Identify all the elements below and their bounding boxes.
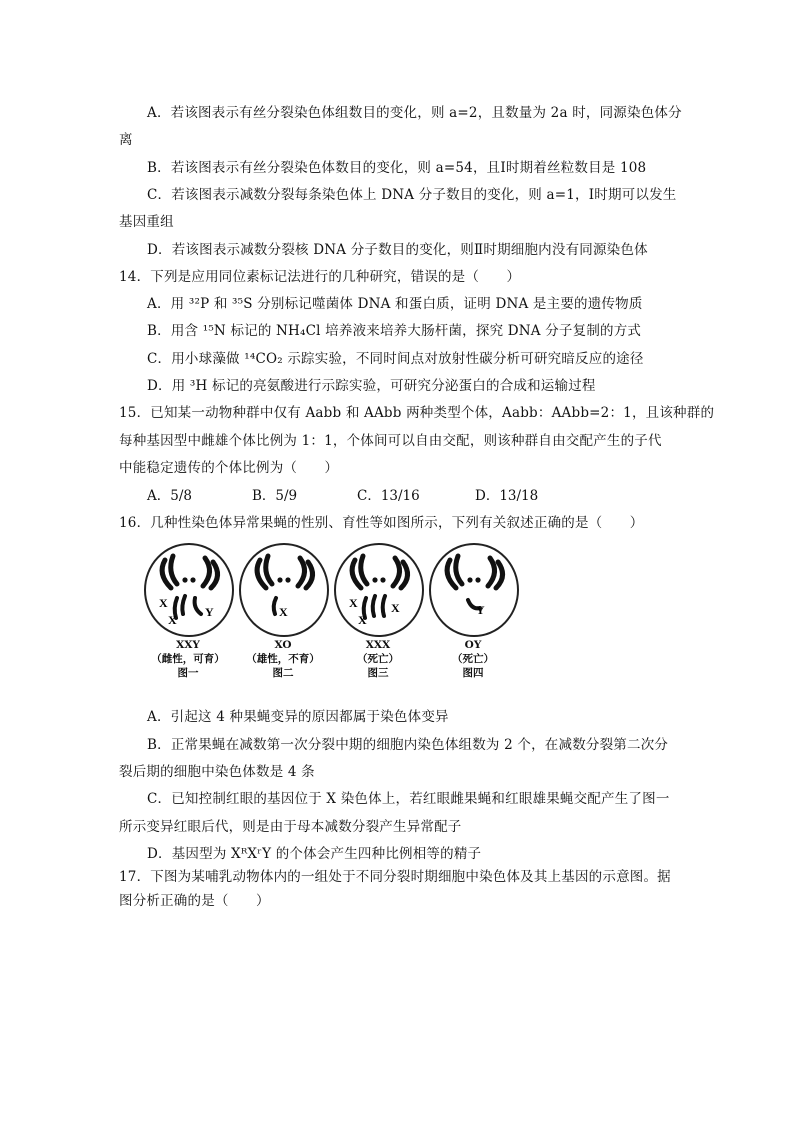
figure-1-title: 图一 [177, 667, 199, 679]
cell-4-label-y: Y [476, 603, 485, 617]
figure-3-title: 图三 [367, 667, 389, 679]
q15-stem-line3: 中能稳定遗传的个体比例为（ ） [119, 460, 339, 476]
q16-option-a: A．引起这 4 种果蝇变异的原因都属于染色体变异 [147, 709, 449, 725]
q13-option-c-line2: 基因重组 [119, 214, 174, 230]
q14-option-b: B．用含 ¹⁵N 标记的 NH₄Cl 培养液来培养大肠杆菌，探究 DNA 分子复制的方式 [147, 323, 642, 339]
figure-3-genotype: XXX [365, 639, 391, 651]
figure-1-genotype: XXY [176, 639, 200, 651]
q14-option-c: C．用小球藻做 ¹⁴CO₂ 示踪实验，不同时间点对放射性碳分析可研究暗反应的途径 [147, 351, 644, 367]
cell-2-label-x: X [279, 605, 288, 619]
cell-4 [430, 544, 518, 636]
q14-option-d: D．用 ³H 标记的亮氨酸进行示踪实验，可研究分泌蛋白的合成和运输过程 [147, 378, 596, 394]
cell-1-label-y: Y [205, 605, 214, 619]
q17-stem-line1: 17．下图为某哺乳动物体内的一组处于不同分裂时期细胞中染色体及其上基因的示意图。据 [119, 869, 671, 885]
figure-3-note: （死亡） [357, 653, 399, 665]
q15-option-d: D．13/18 [475, 488, 539, 504]
q15-stem-line1: 15．已知某一动物种群中仅有 Aabb 和 AAbb 两种类型个体，Aabb：AAbb=2：1，且该种群的 [119, 405, 715, 421]
cell-3-label-x2: X [358, 613, 367, 627]
figure-1-caption [143, 638, 233, 680]
cell-2 [240, 544, 328, 636]
q13-option-a-line2: 离 [119, 132, 133, 148]
q15-option-a: A．5/8 [147, 488, 192, 504]
figure-2-title: 图二 [272, 667, 294, 679]
q13-option-a-line1: A．若该图表示有丝分裂染色体组数目的变化，则 a=2，且数量为 2a 时，同源染色体分 [147, 105, 682, 121]
q14-stem: 14．下列是应用同位素标记法进行的几种研究，错误的是（ ） [119, 269, 521, 285]
figure-4-note: （死亡） [452, 653, 494, 665]
q16-option-c-line1: C．已知控制红眼的基因位于 X 染色体上，若红眼雌果蝇和红眼雄果蝇交配产生了图一 [147, 791, 670, 807]
q16-option-c-line2: 所示变异红眼后代，则是由于母本减数分裂产生异常配子 [119, 819, 462, 835]
q16-stem: 16．几种性染色体异常果蝇的性别、育性等如图所示，下列有关叙述正确的是（ ） [119, 515, 644, 531]
chromosome-figure [138, 542, 528, 642]
figure-4-genotype: OY [464, 639, 482, 651]
q15-stem-line2: 每种基因型中雌雄个体比例为 1：1，个体间可以自由交配，则该种群自由交配产生的子代 [119, 433, 662, 449]
cell-1-label-x1: X [159, 596, 168, 610]
q13-option-b: B．若该图表示有丝分裂染色体数目的变化，则 a=54，且Ⅰ时期着丝粒数目是 108 [147, 160, 647, 176]
q13-option-d: D．若该图表示减数分裂核 DNA 分子数目的变化，则Ⅱ时期细胞内没有同源染色体 [147, 242, 648, 258]
figure-3-caption [333, 638, 423, 680]
figure-1-note: （雌性，可育） [151, 653, 225, 665]
figure-2-genotype: XO [274, 639, 292, 651]
q14-option-a: A．用 ³²P 和 ³⁵S 分别标记噬菌体 DNA 和蛋白质，证明 DNA 是主要的遗传物质 [147, 296, 643, 312]
q16-option-b-line1: B．正常果蝇在减数第一次分裂中期的细胞内染色体组数为 2 个，在减数分裂第二次分 [147, 737, 669, 753]
cell-1-label-x2: X [168, 613, 177, 627]
cell-1 [145, 544, 233, 636]
q15-option-b: B．5/9 [252, 488, 298, 504]
q17-stem-line2: 图分析正确的是（ ） [119, 893, 270, 909]
figure-2-caption [238, 638, 328, 680]
figure-4-caption [428, 638, 518, 680]
figure-2-note: （雄性，不育） [246, 653, 320, 665]
cell-3 [335, 544, 423, 636]
q16-option-d: D．基因型为 XᴿXʳY 的个体会产生四种比例相等的精子 [147, 846, 482, 862]
q13-option-c-line1: C．若该图表示减数分裂每条染色体上 DNA 分子数目的变化，则 a=1，Ⅰ时期可以发生 [147, 187, 677, 203]
figure-4-title: 图四 [462, 667, 484, 679]
q16-option-b-line2: 裂后期的细胞中染色体数是 4 条 [119, 764, 315, 780]
cell-3-label-x3: X [391, 601, 400, 615]
cell-3-label-x1: X [349, 596, 358, 610]
q15-option-c: C．13/16 [357, 488, 420, 504]
